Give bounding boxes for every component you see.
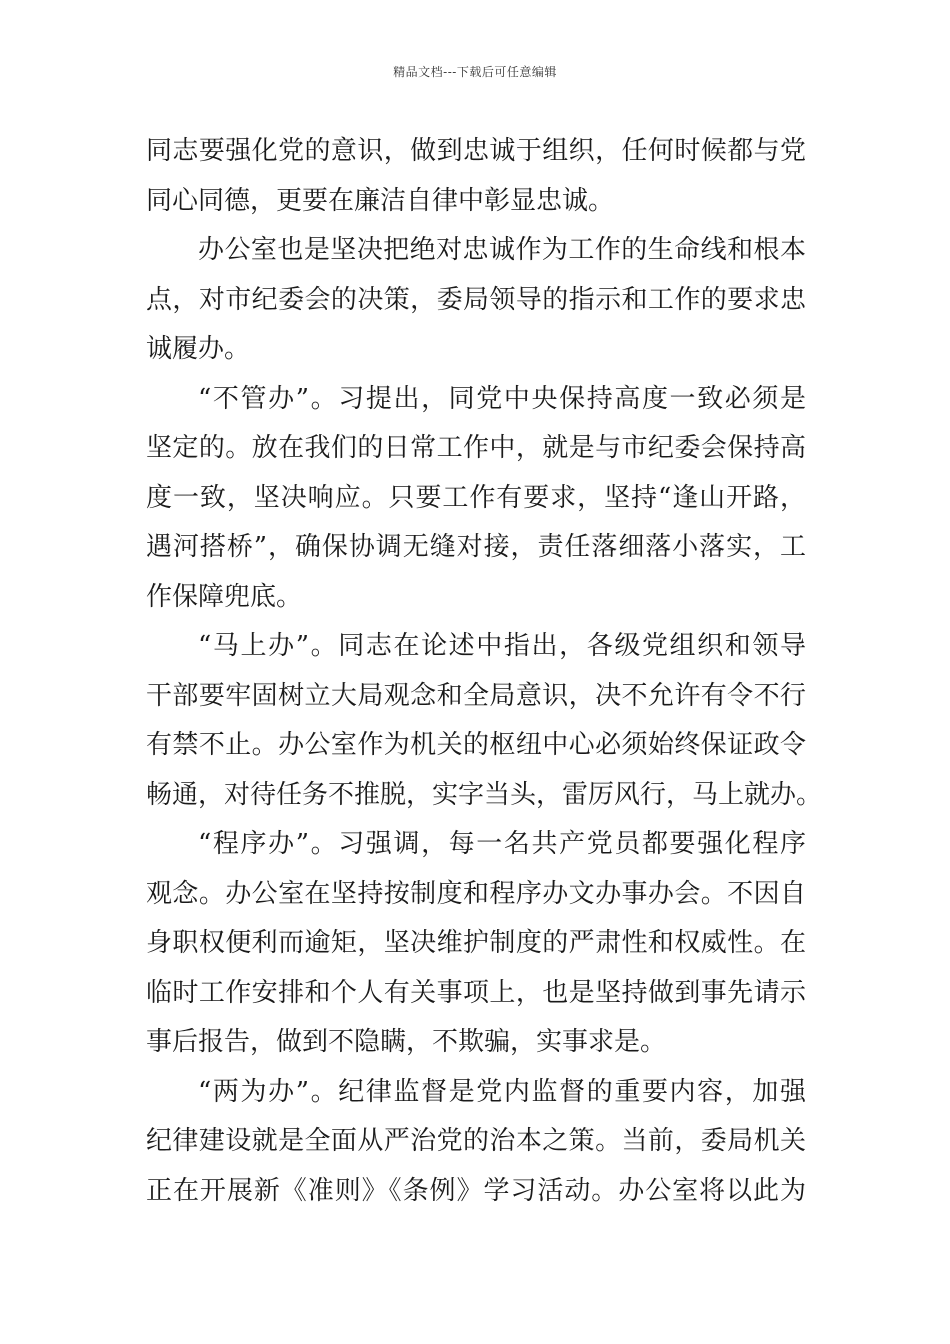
text-line: 办公室也是坚决把绝对忠诚作为工作的生命线和根本 xyxy=(198,235,806,265)
page-header: 精品文档---下载后可任意编辑 xyxy=(393,65,557,79)
text-line: 观念。办公室在坚持按制度和程序办文办事办会。不因自 xyxy=(146,878,806,909)
text-line: 畅通，对待任务不推脱，实字当头，雷厉风行，马上就办。 xyxy=(146,779,823,810)
text-line: 正在开展新《准则》《条例》学习活动。办公室将以此为 xyxy=(146,1175,806,1206)
text-line: 作保障兜底。 xyxy=(146,581,303,612)
text-line: “马上办”。同志在论述中指出，各级党组织和领导 xyxy=(198,631,806,661)
document-body xyxy=(146,127,823,1216)
text-line: 有禁不止。办公室作为机关的枢纽中心必须始终保证政令 xyxy=(146,730,806,760)
text-line: 事后报告，做到不隐瞒，不欺骗，实事求是。 xyxy=(146,1027,667,1057)
text-line: 干部要牢固树立大局观念和全局意识，决不允许有令不行 xyxy=(146,680,806,711)
text-line: 诚履办。 xyxy=(146,334,251,364)
text-line: 度一致，坚决响应。只要工作有要求，坚持“逢山开路， xyxy=(146,482,806,513)
text-line: 临时工作安排和个人有关事项上，也是坚持做到事先请示 xyxy=(146,977,806,1008)
text-line: 点，对市纪委会的决策，委局领导的指示和工作的要求忠 xyxy=(146,284,806,315)
text-line: 身职权便利而逾矩，坚决维护制度的严肃性和权威性。在 xyxy=(146,928,806,958)
text-line: 遇河搭桥”，确保协调无缝对接，责任落细落小落实，工 xyxy=(146,532,806,562)
text-line: 同心同德，更要在廉洁自律中彰显忠诚。 xyxy=(146,185,615,216)
text-line: “程序办”。习强调，每一名共产党员都要强化程序 xyxy=(198,829,806,859)
text-line: “不管办”。习提出，同党中央保持高度一致必须是 xyxy=(198,383,806,414)
text-line: 同志要强化党的意识，做到忠诚于组织，任何时候都与党 xyxy=(146,136,806,166)
text-line: “两为办”。纪律监督是党内监督的重要内容，加强 xyxy=(198,1076,806,1107)
text-line: 纪律建设就是全面从严治党的治本之策。当前，委局机关 xyxy=(146,1126,806,1156)
text-line: 坚定的。放在我们的日常工作中，就是与市纪委会保持高 xyxy=(146,433,806,463)
